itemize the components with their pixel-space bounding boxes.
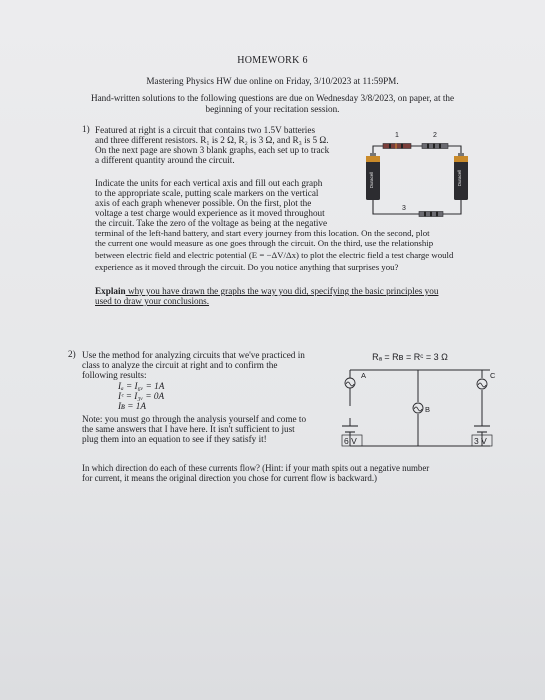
handwritten-due-line-1: Hand-written solutions to the following questions are due on Wednesday 3/8/2023, on paper, at the (90, 93, 455, 103)
battery-left-brand: Duracell (369, 171, 374, 189)
problem-2-text-line: Use the method for analyzing circuits that we've practiced in (82, 350, 305, 360)
handwritten-due-line-2: beginning of your recitation session. (205, 104, 340, 114)
direction-line: for current, it means the original direction you chose for current flow is backward.) (82, 473, 377, 483)
label-c: C (490, 371, 496, 380)
resistor-1-label: 1 (395, 132, 399, 139)
circuit-1-diagram (355, 118, 485, 238)
problem-1-instructions-line: terminal of the left-hand battery, and start every journey from this location. On the second, plot (95, 228, 430, 238)
problem-1-number: 1) (82, 124, 90, 134)
explain-line-2: used to draw your conclusions. (95, 296, 210, 306)
result-line: Iₐ = I₆ᵥ = 1A (118, 381, 165, 391)
battery-3v-label: 3 V (474, 436, 487, 446)
explain-underlined: why you have drawn the graphs the way you did, specifying the basic principles you (125, 286, 439, 296)
problem-1-instructions-line: Indicate the units for each vertical axis and fill out each graph (95, 178, 323, 188)
problem-1-text-line: Featured at right is a circuit that contains two 1.5V batteries (95, 125, 316, 135)
explain-bold: Explain (95, 286, 126, 296)
problem-1-text-line: and three different resistors. R₁ is 2 Ω, R₂ is 3 Ω, and R₃ is 5 Ω. (95, 135, 329, 145)
problem-1-instructions-line: between electric field and electric potential (E = −ΔV/Δx) to plot the electric field a test charge would (95, 250, 454, 260)
problem-2-text-line: following results: (82, 370, 147, 380)
problem-1-instructions-line: experience as it moved through the circuit. Do you notice anything that surprises you? (95, 262, 399, 272)
battery-6v-label: 6 V (344, 436, 357, 446)
note-line: plug them into an equation to see if they satisfy it! (82, 434, 267, 444)
direction-line: In which direction do each of these currents flow? (Hint: if your math spits out a negative number (82, 463, 430, 473)
result-line: Iᶜ = I₃ᵥ = 0A (118, 391, 165, 401)
battery-3v (474, 426, 490, 432)
resistor-3-label: 3 (402, 205, 406, 212)
problem-1-instructions-line: the circuit. Take the zero of the voltage as being at the negative (95, 218, 328, 228)
note-line: Note: you must go through the analysis yourself and come to (82, 414, 307, 424)
problem-1-instructions-line: the current one would measure as one goes through the circuit. On the third, use the relationship (95, 238, 434, 248)
battery-left (366, 153, 380, 200)
problem-1-text-line: On the next page are shown 3 blank graphs, each set up to track (95, 145, 330, 155)
label-b: B (425, 405, 431, 414)
label-a: A (361, 371, 367, 380)
result-line: Iʙ = 1A (118, 401, 147, 411)
resistor-b (413, 403, 423, 413)
resistor-2-label: 2 (433, 132, 437, 139)
resistor-c (477, 379, 487, 389)
resistance-equation: Rₐ = Rʙ = Rᶜ = 3 Ω (372, 352, 448, 362)
page-title: HOMEWORK 6 (237, 55, 308, 66)
resistor-a (345, 378, 355, 388)
problem-2-text-line: class to analyze the circuit at right and to confirm the (82, 360, 278, 370)
explain-line-1 (95, 286, 438, 296)
problem-1-instructions-line: axis of each graph whenever possible. On the first, plot the (95, 198, 312, 208)
due-line: Mastering Physics HW due online on Friday, 3/10/2023 at 11:59PM. (146, 76, 399, 86)
battery-right (454, 153, 468, 200)
problem-1-instructions-line: to the appropriate scale, putting scale markers on the vertical (95, 188, 319, 198)
battery-6v (342, 426, 358, 432)
note-line: the same answers that I have here. It isn't sufficient to just (82, 424, 295, 434)
circuit-2-diagram (330, 348, 500, 460)
problem-2-number: 2) (68, 349, 76, 359)
battery-right-brand: Duracell (457, 169, 462, 187)
problem-1-text-line: a different quantity around the circuit. (95, 155, 235, 165)
problem-1-instructions-line: voltage a test charge would experience as it moved throughout (95, 208, 325, 218)
